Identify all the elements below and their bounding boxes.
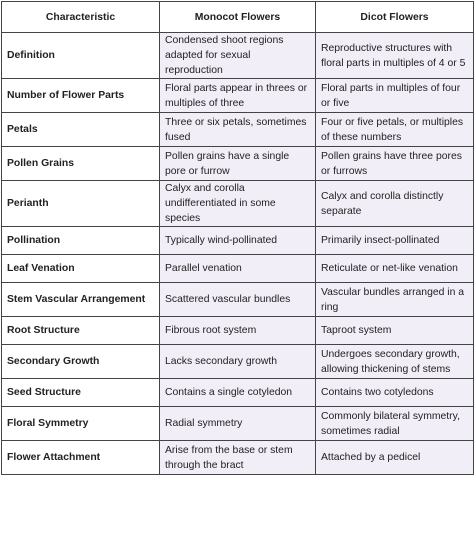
monocot-cell: Parallel venation <box>160 255 316 283</box>
table-row <box>2 113 474 147</box>
dicot-cell: Calyx and corolla distinctly separate <box>316 181 474 227</box>
table-row <box>2 147 474 181</box>
table-row <box>2 379 474 407</box>
monocot-cell: Lacks secondary growth <box>160 345 316 379</box>
dicot-cell: Commonly bilateral symmetry, sometimes radial <box>316 407 474 441</box>
row-label: Stem Vascular Arrangement <box>2 283 160 317</box>
monocot-cell: Condensed shoot regions adapted for sexual reproduction <box>160 33 316 79</box>
monocot-cell: Radial symmetry <box>160 407 316 441</box>
header-dicot: Dicot Flowers <box>316 2 474 33</box>
monocot-cell: Pollen grains have a single pore or furrow <box>160 147 316 181</box>
table-row <box>2 33 474 79</box>
table-row <box>2 255 474 283</box>
dicot-cell: Primarily insect-pollinated <box>316 227 474 255</box>
dicot-cell: Reproductive structures with floral parts in multiples of 4 or 5 <box>316 33 474 79</box>
dicot-cell: Attached by a pedicel <box>316 441 474 475</box>
table-row <box>2 181 474 227</box>
table-row <box>2 283 474 317</box>
header-monocot: Monocot Flowers <box>160 2 316 33</box>
monocot-cell: Arise from the base or stem through the bract <box>160 441 316 475</box>
row-label: Perianth <box>2 181 160 227</box>
dicot-cell: Floral parts in multiples of four or five <box>316 79 474 113</box>
header-characteristic: Characteristic <box>2 2 160 33</box>
row-label: Pollen Grains <box>2 147 160 181</box>
row-label: Leaf Venation <box>2 255 160 283</box>
dicot-cell: Vascular bundles arranged in a ring <box>316 283 474 317</box>
monocot-cell: Fibrous root system <box>160 317 316 345</box>
dicot-cell: Taproot system <box>316 317 474 345</box>
row-label: Secondary Growth <box>2 345 160 379</box>
dicot-cell: Undergoes secondary growth, allowing thickening of stems <box>316 345 474 379</box>
dicot-cell: Contains two cotyledons <box>316 379 474 407</box>
dicot-cell: Reticulate or net-like venation <box>316 255 474 283</box>
row-label: Petals <box>2 113 160 147</box>
table-row <box>2 227 474 255</box>
row-label: Pollination <box>2 227 160 255</box>
dicot-cell: Four or five petals, or multiples of these numbers <box>316 113 474 147</box>
table-row <box>2 317 474 345</box>
row-label: Floral Symmetry <box>2 407 160 441</box>
table-row <box>2 441 474 475</box>
row-label: Number of Flower Parts <box>2 79 160 113</box>
row-label: Flower Attachment <box>2 441 160 475</box>
monocot-cell: Three or six petals, sometimes fused <box>160 113 316 147</box>
dicot-cell: Pollen grains have three pores or furrows <box>316 147 474 181</box>
header-row <box>2 2 474 33</box>
table-row <box>2 79 474 113</box>
monocot-cell: Contains a single cotyledon <box>160 379 316 407</box>
row-label: Seed Structure <box>2 379 160 407</box>
table-row <box>2 407 474 441</box>
monocot-cell: Calyx and corolla undifferentiated in some species <box>160 181 316 227</box>
monocot-cell: Typically wind-pollinated <box>160 227 316 255</box>
table-row <box>2 345 474 379</box>
row-label: Definition <box>2 33 160 79</box>
comparison-table <box>1 1 474 475</box>
row-label: Root Structure <box>2 317 160 345</box>
monocot-cell: Floral parts appear in threes or multiples of three <box>160 79 316 113</box>
monocot-cell: Scattered vascular bundles <box>160 283 316 317</box>
